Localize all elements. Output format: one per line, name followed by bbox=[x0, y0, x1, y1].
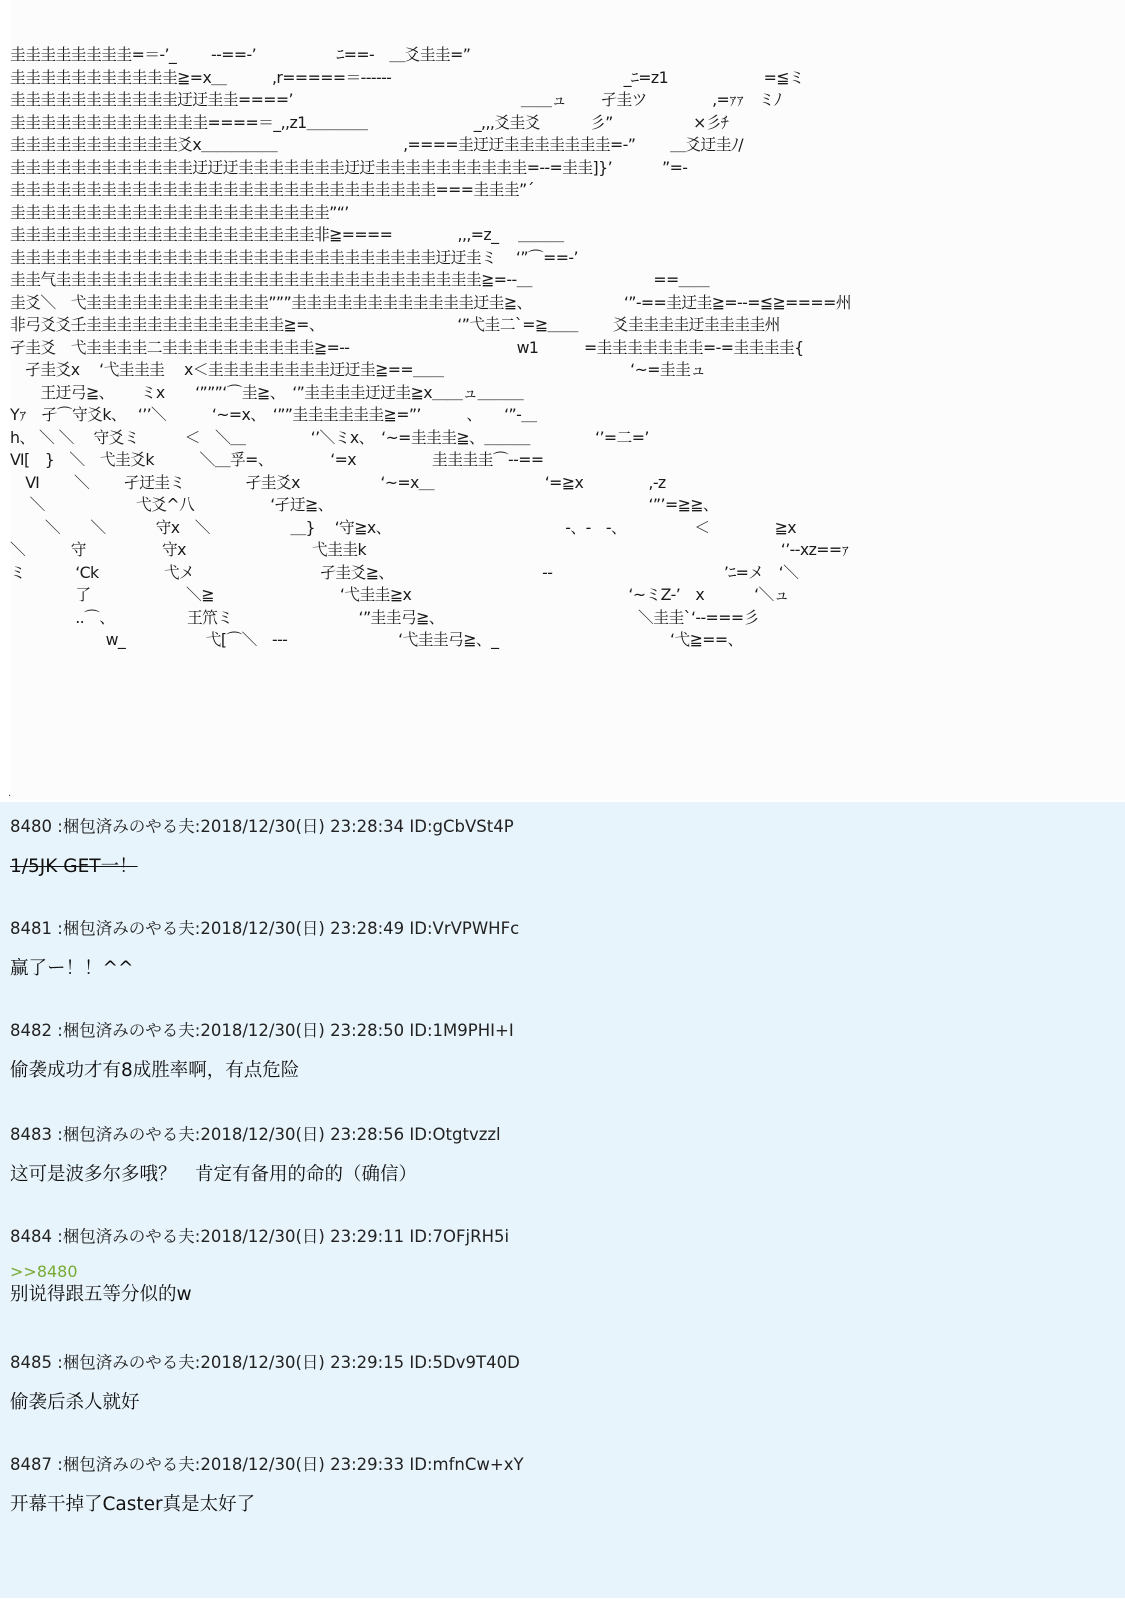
post-body: 开幕干掉了Caster真是太好了 bbox=[10, 1494, 256, 1515]
post bbox=[10, 918, 1110, 980]
post-header: 8487 :梱包済みのやる夫:2018/12/30(日) 23:29:33 ID:mfnCw+xY bbox=[10, 1455, 524, 1474]
post-header: 8484 :梱包済みのやる夫:2018/12/30(日) 23:29:11 ID:7OFjRH5i bbox=[10, 1227, 510, 1246]
post-body: 偷袭后杀人就好 bbox=[10, 1392, 140, 1413]
thread bbox=[0, 802, 1125, 1598]
post-header: 8485 :梱包済みのやる夫:2018/12/30(日) 23:29:15 ID:5Dv9T40D bbox=[10, 1353, 520, 1372]
post bbox=[10, 816, 1110, 878]
page-bottom-margin bbox=[0, 1598, 1125, 1613]
post bbox=[10, 1124, 1110, 1186]
quote-link[interactable]: >>8480 bbox=[10, 1262, 78, 1281]
post bbox=[10, 1352, 1110, 1414]
post-header: 8483 :梱包済みのやる夫:2018/12/30(日) 23:28:56 ID:Otgtvzzl bbox=[10, 1125, 501, 1144]
post-body: 偷袭成功才有8成胜率啊，有点危险 bbox=[10, 1060, 300, 1081]
separator-dot: . bbox=[8, 788, 12, 799]
post bbox=[10, 1454, 1110, 1516]
post-body: 赢了ー！！^^ bbox=[10, 958, 134, 979]
post-body: 1/5JK GET一！ bbox=[10, 856, 138, 877]
ascii-art-panel bbox=[10, 0, 1125, 800]
post-body: 别说得跟五等分似的w bbox=[10, 1284, 192, 1305]
post bbox=[10, 1020, 1110, 1082]
post-body: 这可是波多尔多哦？ 肯定有备用的命的（确信） bbox=[10, 1164, 418, 1185]
post-header: 8480 :梱包済みのやる夫:2018/12/30(日) 23:28:34 ID:gCbVSt4P bbox=[10, 817, 514, 836]
post-header: 8481 :梱包済みのやる夫:2018/12/30(日) 23:28:49 ID:VrVPWHFc bbox=[10, 919, 520, 938]
post bbox=[10, 1226, 1110, 1306]
post-header: 8482 :梱包済みのやる夫:2018/12/30(日) 23:28:50 ID:1M9PHI+I bbox=[10, 1021, 514, 1040]
ascii-art: 圭圭圭圭圭圭圭圭=＝-’_ --==-’ ﾆ==- ＿爻圭圭=” 圭圭圭圭圭圭圭圭圭圭圭≧=x＿ ,r=====＝------ _ﾆ=z1 =≦ミ 圭圭圭圭圭圭圭圭圭圭圭迂迂圭圭====’ ＿＿ュ 孑圭ツ ,=ｧｧ ミﾉ 圭圭圭圭圭圭圭圭圭圭圭圭圭====＝_,,z1＿＿＿＿ _,,,爻圭爻 彡” ×彡ﾁ 圭圭圭圭圭圭圭圭圭圭圭爻x＿＿＿＿＿ ,====圭迂迂圭圭圭圭圭圭圭=-” ＿爻迂圭ﾉ/ 圭圭圭圭圭圭圭圭圭圭圭圭迂迂迂圭圭圭圭圭圭圭迂迂圭圭圭圭圭圭圭圭圭圭=--=圭圭]}’ ”=- 圭圭圭圭圭圭圭圭圭圭圭圭圭圭圭圭圭圭圭圭圭圭圭圭圭圭圭圭===圭圭圭”´ 圭圭圭圭圭圭圭圭圭圭圭圭圭圭圭圭圭圭圭圭圭”“’ 圭圭圭圭圭圭圭圭圭圭圭圭圭圭圭圭圭圭圭圭非≧==== ,,,=z_ ＿＿＿ 圭圭圭圭圭圭圭圭圭圭圭圭圭圭圭圭圭圭圭圭圭圭圭圭圭圭圭圭迂迂圭ミ ‘”⌒==-’ 圭圭气圭圭圭圭圭圭圭圭圭圭圭圭圭圭圭圭圭圭圭圭圭圭圭圭圭圭圭圭≧=--＿ ==＿＿ 圭爻＼ 弋圭圭圭圭圭圭圭圭圭圭圭圭”””圭圭圭圭圭圭圭圭圭圭圭圭迂圭≧、 ‘”-==圭迂圭≧=--=≦≧====州 非弓爻爻壬圭圭圭圭圭圭圭圭圭圭圭圭圭≧=、 ‘”弋圭二`=≧＿＿ 爻圭圭圭圭迂圭圭圭圭州 孑圭爻 弋圭圭圭圭二圭圭圭圭圭圭圭圭圭圭≧=-- w1 =圭圭圭圭圭圭圭=-=圭圭圭圭{ 孑圭爻x ‘弋圭圭圭 x＜圭圭圭圭圭圭圭圭迂迂圭≧==＿＿ ‘~=圭圭ュ 王迂弓≧、 ミx ‘”””‘⌒圭≧、 ‘”圭圭圭圭迂迂圭≧x＿＿ュ＿＿＿ Yｧ 孑⌒守爻k、 ‘’’＼ ‘~=x、 ‘””圭圭圭圭圭圭≧=”’ 、 ‘”-＿ h、 ＼ ＼ 守爻ミ ＜ ＼＿ ‘’＼ミx、 ‘~=圭圭圭≧、＿＿＿ ‘’=二=’ Ⅵ[ } ＼ 弋圭爻k ＼＿孚=、 ‘=x 圭圭圭圭⌒--== Ⅵ ＼ 孑迂圭ミ 孑圭爻x ‘~=x＿ ‘=≧x ,-z ＼ 弋爻^八 ‘孑迂≧、 ‘”’=≧≧、 ＼ ＼ 守x ＼ ＿} ‘守≧x、 -、- ‐、 ＜ ≧x ＼ 守 守x 弋圭圭k ‘’--xz==ｧ ミ ‘Ck 弋メ 孑圭爻≧、 -- ’ﾆ=メ ‘＼ 了 ＼≧ ‘弋圭圭≧x ‘~ミZ-’ x ‘＼ュ ..⌒、 王笊ミ ‘”圭圭弓≧、 ＼圭圭`‘--===彡 w_ 弋[⌒＼ --- ‘弋圭圭弓≧、_ ‘弋≧==、 bbox=[10, 45, 851, 649]
